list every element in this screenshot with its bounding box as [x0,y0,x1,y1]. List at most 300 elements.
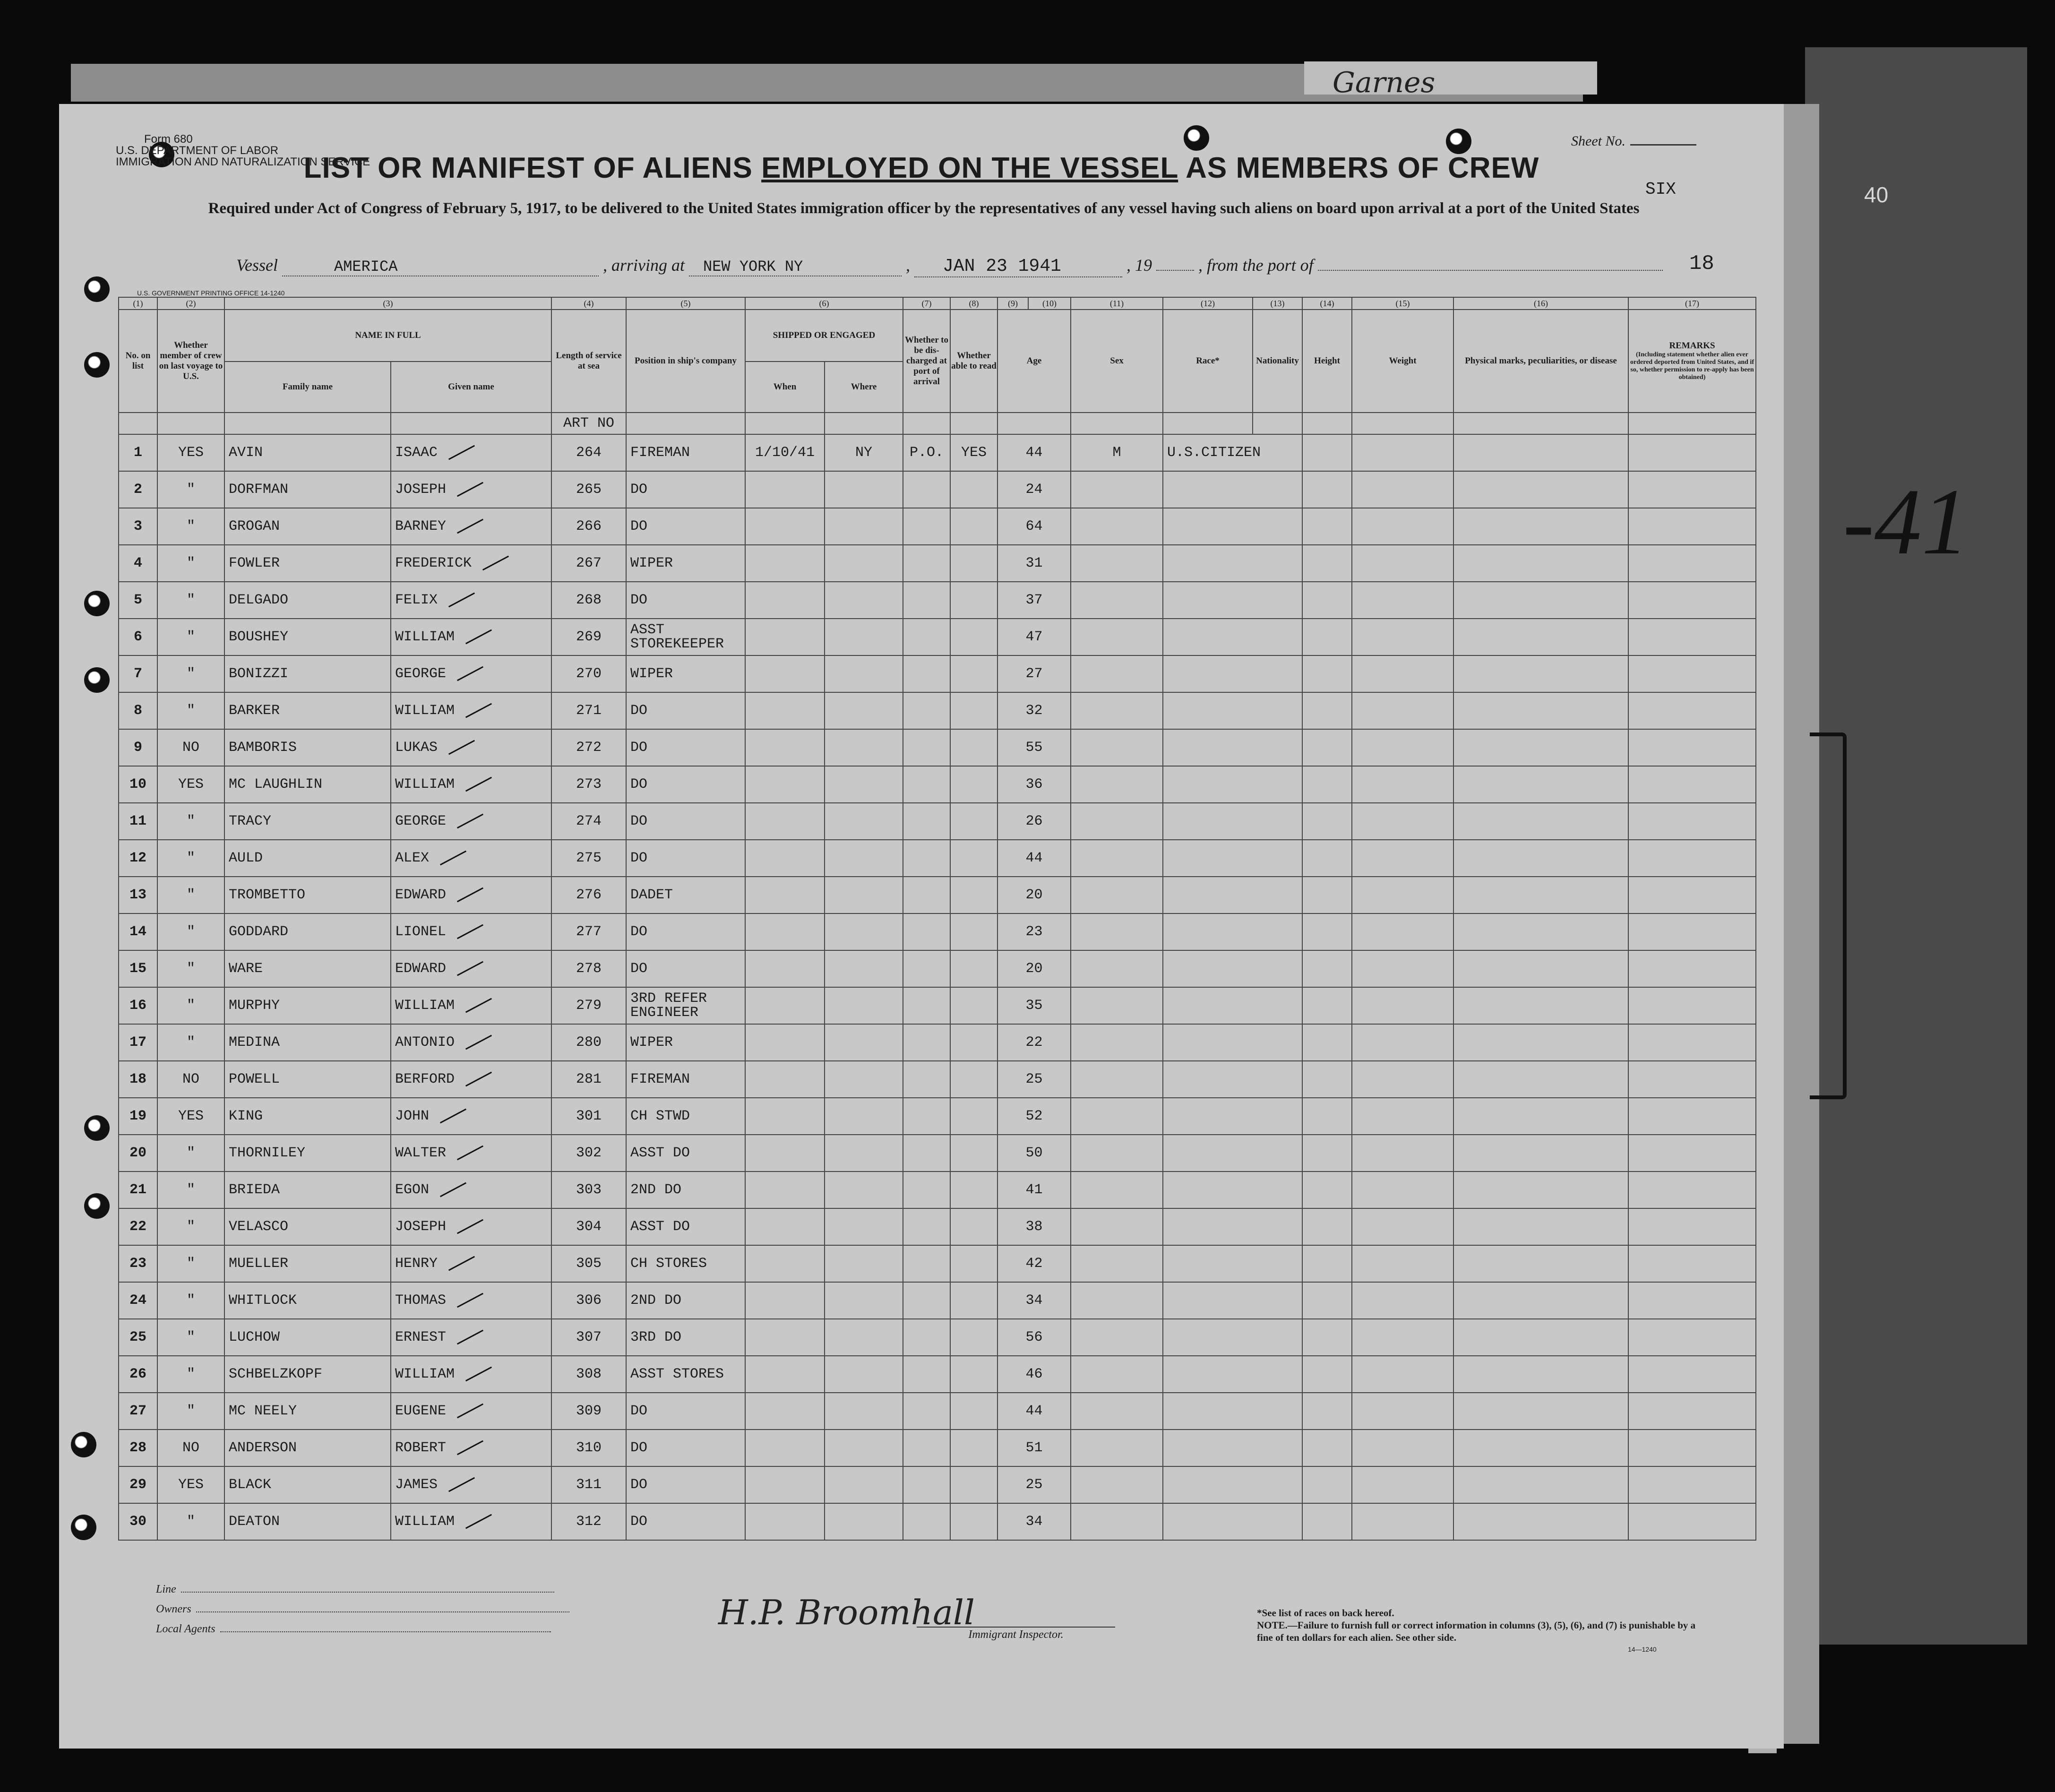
row-shipped-when [745,582,825,619]
row-height [1302,434,1352,471]
row-shipped-when [745,1503,825,1540]
row-discharged [903,729,950,766]
row-given-name [391,913,551,950]
row-shipped-when [745,545,825,582]
row-physical-marks [1453,1061,1628,1098]
art-no-label: ART NO [551,413,626,434]
margin-stamp: -41 [1843,470,1969,574]
row-number: 28 [119,1430,157,1466]
line-field: Line [156,1583,554,1596]
row-sex [1071,1356,1163,1393]
row-race [1163,913,1302,950]
row-member-last-voyage: " [157,877,224,913]
row-able-to-read [950,508,997,545]
row-position: WIPER [626,1024,745,1061]
row-race [1163,1024,1302,1061]
row-race [1163,1098,1302,1135]
row-service-number: 278 [551,950,626,987]
row-remarks [1628,1393,1756,1430]
given-name-text: JAMES [395,1477,438,1493]
row-shipped-where: NY [825,434,903,471]
row-remarks [1628,840,1756,877]
row-physical-marks [1453,1466,1628,1503]
row-weight [1352,1282,1453,1319]
row-sex [1071,1282,1163,1319]
punch-hole [71,1432,96,1457]
row-remarks [1628,692,1756,729]
row-shipped-where [825,766,903,803]
table-row [119,508,1756,545]
row-race [1163,1061,1302,1098]
form-code: 14—1240 [1628,1646,1657,1653]
row-able-to-read [950,877,997,913]
row-family-name: BRIEDA [224,1172,391,1208]
given-name-text: JOHN [395,1108,430,1124]
col-race: Race* [1163,310,1253,413]
row-service-number: 264 [551,434,626,471]
table-row [119,471,1756,508]
given-name-text: ANTONIO [395,1034,455,1051]
given-name-text: HENRY [395,1256,438,1272]
row-discharged [903,950,950,987]
row-number: 22 [119,1208,157,1245]
row-position: ASST DO [626,1135,745,1172]
row-discharged [903,1466,950,1503]
row-weight [1352,1503,1453,1540]
row-shipped-where [825,1356,903,1393]
check-mark-icon [457,1219,483,1234]
row-weight [1352,1135,1453,1172]
given-name-text: JOSEPH [395,482,447,498]
row-race [1163,1393,1302,1430]
row-given-name [391,508,551,545]
check-mark-icon [465,998,492,1013]
row-family-name: BONIZZI [224,655,391,692]
row-remarks [1628,950,1756,987]
row-family-name: AVIN [224,434,391,471]
row-number: 17 [119,1024,157,1061]
row-number: 15 [119,950,157,987]
row-height [1302,1393,1352,1430]
row-service-number: 269 [551,619,626,655]
row-given-name [391,1135,551,1172]
row-physical-marks [1453,1245,1628,1282]
row-service-number: 311 [551,1466,626,1503]
table-row [119,434,1756,471]
check-mark-icon [457,887,483,902]
row-discharged [903,619,950,655]
row-number: 9 [119,729,157,766]
col-service: Length of service at sea [551,310,626,413]
row-service-number: 276 [551,877,626,913]
row-service-number: 307 [551,1319,626,1356]
row-sex [1071,950,1163,987]
given-name-text: JOSEPH [395,1219,447,1235]
row-sex [1071,1430,1163,1466]
form-number: Form 680 [144,133,193,146]
row-position: DO [626,840,745,877]
row-sex [1071,840,1163,877]
col-given-name: Given name [391,362,551,413]
row-age: 44 [997,1393,1071,1430]
table-row [119,1245,1756,1282]
punch-hole [84,1193,110,1219]
row-weight [1352,913,1453,950]
check-mark-icon [457,1329,483,1344]
check-mark-icon [457,961,483,976]
row-shipped-when [745,1319,825,1356]
row-position: ASST STORES [626,1356,745,1393]
row-position: CH STORES [626,1245,745,1282]
row-member-last-voyage: " [157,1503,224,1540]
row-given-name [391,1393,551,1430]
row-sex [1071,913,1163,950]
row-race [1163,877,1302,913]
punch-hole [1184,125,1209,151]
row-sex [1071,1135,1163,1172]
row-age: 55 [997,729,1071,766]
check-mark-icon [457,924,483,939]
row-number: 25 [119,1319,157,1356]
row-weight [1352,1393,1453,1430]
row-shipped-where [825,692,903,729]
row-position: DO [626,1466,745,1503]
check-mark-icon [457,1440,483,1455]
footer-notes [1257,1607,1706,1644]
service-name: IMMIGRATION AND NATURALIZATION SERVICE [116,155,370,168]
arriving-label: , arriving at [602,256,685,275]
row-able-to-read [950,692,997,729]
row-sex [1071,1061,1163,1098]
row-age: 20 [997,950,1071,987]
crew-manifest-table [118,297,1756,1541]
punch-hole [84,1115,110,1141]
row-age: 25 [997,1061,1071,1098]
row-member-last-voyage: " [157,1393,224,1430]
sheet-number: Sheet No. [1571,133,1696,149]
inspector-label: Immigrant Inspector. [917,1627,1115,1641]
row-position: 2ND DO [626,1172,745,1208]
check-mark-icon [465,776,492,792]
col-remarks: REMARKS (Including statement whether alien ever ordered deported from United States, and if so, whether permission to re-apply has been obtained) [1628,310,1756,413]
row-service-number: 308 [551,1356,626,1393]
row-remarks [1628,1098,1756,1135]
row-race [1163,1245,1302,1282]
row-remarks [1628,1356,1756,1393]
row-shipped-when [745,1393,825,1430]
vessel-name: AMERICA [282,258,599,276]
row-age: 37 [997,582,1071,619]
row-weight [1352,1356,1453,1393]
given-name-text: WALTER [395,1145,447,1161]
row-position: DO [626,1430,745,1466]
row-position: DO [626,803,745,840]
row-weight [1352,1098,1453,1135]
row-height [1302,1430,1352,1466]
row-service-number: 301 [551,1098,626,1135]
row-shipped-when [745,1172,825,1208]
row-member-last-voyage: " [157,950,224,987]
row-shipped-where [825,1061,903,1098]
row-shipped-when [745,729,825,766]
given-name-text: WILLIAM [395,1514,455,1530]
row-able-to-read [950,1208,997,1245]
row-weight [1352,1061,1453,1098]
row-sex [1071,1208,1163,1245]
row-shipped-when [745,1098,825,1135]
row-height [1302,1024,1352,1061]
row-family-name: MC LAUGHLIN [224,766,391,803]
row-given-name [391,766,551,803]
row-service-number: 272 [551,729,626,766]
table-row [119,1098,1756,1135]
row-weight [1352,545,1453,582]
row-member-last-voyage: " [157,1356,224,1393]
row-remarks [1628,913,1756,950]
row-able-to-read [950,840,997,877]
row-height [1302,1135,1352,1172]
punch-hole [84,591,110,616]
punch-hole [1446,129,1471,154]
row-height [1302,913,1352,950]
row-given-name [391,619,551,655]
row-given-name [391,1208,551,1245]
row-shipped-when [745,987,825,1024]
row-family-name: DORFMAN [224,471,391,508]
row-number: 6 [119,619,157,655]
punch-hole [84,352,110,378]
check-mark-icon [457,482,483,497]
row-position: DO [626,692,745,729]
row-age: 26 [997,803,1071,840]
row-position: WIPER [626,655,745,692]
row-age: 22 [997,1024,1071,1061]
row-age: 23 [997,913,1071,950]
col-shipped: SHIPPED OR ENGAGED [745,310,903,362]
page-subtitle: Required under Act of Congress of February 5, 1917, to be delivered to the United States immigration officer by the representatives of any vessel having such aliens on board upon arrival at a port of the United States [208,200,1640,217]
row-shipped-when [745,471,825,508]
row-family-name: TRACY [224,803,391,840]
row-family-name: DELGADO [224,582,391,619]
row-physical-marks [1453,729,1628,766]
row-number: 14 [119,913,157,950]
given-name-text: FREDERICK [395,555,472,571]
given-name-text: ROBERT [395,1440,447,1456]
col-member: Whether member of crew on last voyage to U.S. [157,310,224,413]
row-discharged [903,1430,950,1466]
row-family-name: MC NEELY [224,1393,391,1430]
row-member-last-voyage: " [157,545,224,582]
col-no: No. on list [119,310,157,413]
given-name-text: ERNEST [395,1329,447,1345]
row-age: 42 [997,1245,1071,1282]
row-sex [1071,1319,1163,1356]
punch-hole [71,1515,96,1540]
check-mark-icon [440,1182,466,1197]
row-height [1302,1245,1352,1282]
row-physical-marks [1453,987,1628,1024]
row-race [1163,692,1302,729]
row-shipped-where [825,950,903,987]
row-able-to-read [950,766,997,803]
given-name-text: WILLIAM [395,998,455,1014]
row-number: 10 [119,766,157,803]
row-sex [1071,803,1163,840]
row-age: 51 [997,1430,1071,1466]
table-row [119,840,1756,877]
row-sex [1071,1466,1163,1503]
check-mark-icon [457,1403,483,1418]
row-race [1163,729,1302,766]
row-given-name [391,545,551,582]
given-name-text: WILLIAM [395,776,455,793]
given-name-text: WILLIAM [395,629,455,645]
table-row [119,803,1756,840]
check-mark-icon [457,1292,483,1308]
row-shipped-where [825,803,903,840]
row-able-to-read [950,913,997,950]
given-name-text: THOMAS [395,1292,447,1309]
row-position: ASST STOREKEEPER [626,619,745,655]
table-row [119,729,1756,766]
page-title: LIST OR MANIFEST OF ALIENS EMPLOYED ON THE VESSEL AS MEMBERS OF CREW [303,152,1539,184]
row-given-name [391,471,551,508]
check-mark-icon [457,666,483,681]
row-sex [1071,545,1163,582]
row-height [1302,840,1352,877]
row-sex [1071,987,1163,1024]
row-discharged [903,877,950,913]
col-height: Height [1302,310,1352,413]
row-discharged [903,1208,950,1245]
row-sex [1071,1245,1163,1282]
row-weight [1352,619,1453,655]
row-number: 21 [119,1172,157,1208]
row-family-name: MEDINA [224,1024,391,1061]
row-family-name: WARE [224,950,391,987]
art-number-row [119,413,1756,434]
row-height [1302,1356,1352,1393]
row-given-name [391,729,551,766]
row-number: 12 [119,840,157,877]
table-row [119,913,1756,950]
row-member-last-voyage: " [157,1135,224,1172]
table-row [119,1172,1756,1208]
col-sex: Sex [1071,310,1163,413]
row-physical-marks [1453,913,1628,950]
row-shipped-where [825,913,903,950]
table-row [119,1208,1756,1245]
row-discharged [903,1319,950,1356]
row-remarks [1628,803,1756,840]
row-discharged [903,1503,950,1540]
row-physical-marks [1453,471,1628,508]
row-physical-marks [1453,434,1628,471]
row-member-last-voyage: " [157,655,224,692]
row-given-name [391,803,551,840]
row-remarks [1628,1430,1756,1466]
row-remarks [1628,1282,1756,1319]
row-member-last-voyage: " [157,913,224,950]
row-position: 3RD REFER ENGINEER [626,987,745,1024]
row-remarks [1628,434,1756,471]
row-shipped-where [825,619,903,655]
row-remarks [1628,1466,1756,1503]
row-number: 20 [119,1135,157,1172]
races-note: *See list of races on back hereof. [1257,1607,1394,1619]
row-member-last-voyage: " [157,1024,224,1061]
row-shipped-where [825,1245,903,1282]
row-age: 34 [997,1282,1071,1319]
year-label: , 19 [1126,256,1152,275]
row-given-name [391,1061,551,1098]
row-discharged [903,1024,950,1061]
table-row [119,655,1756,692]
row-given-name [391,1319,551,1356]
row-sex [1071,1098,1163,1135]
check-mark-icon [465,1366,492,1381]
given-name-text: EDWARD [395,887,447,903]
row-member-last-voyage: " [157,1282,224,1319]
row-physical-marks [1453,1208,1628,1245]
row-sex [1071,582,1163,619]
table-row [119,1319,1756,1356]
row-position: 3RD DO [626,1319,745,1356]
col-discharged: Whether to be dis-charged at port of arrival [903,310,950,413]
row-shipped-when [745,1282,825,1319]
row-discharged [903,987,950,1024]
row-service-number: 306 [551,1282,626,1319]
row-able-to-read [950,1024,997,1061]
row-member-last-voyage: NO [157,1430,224,1466]
punch-hole [84,276,110,302]
row-height [1302,1319,1352,1356]
row-shipped-when [745,840,825,877]
row-family-name: SCHBELZKOPF [224,1356,391,1393]
row-given-name [391,1356,551,1393]
row-sex [1071,1393,1163,1430]
row-able-to-read [950,1172,997,1208]
row-sex [1071,766,1163,803]
row-family-name: TROMBETTO [224,877,391,913]
row-age: 46 [997,1356,1071,1393]
row-discharged [903,1393,950,1430]
row-height [1302,1208,1352,1245]
row-position: DO [626,1393,745,1430]
table-row [119,1503,1756,1540]
row-race [1163,1319,1302,1356]
row-service-number: 303 [551,1172,626,1208]
row-physical-marks [1453,1282,1628,1319]
row-given-name [391,877,551,913]
row-able-to-read [950,1466,997,1503]
from-label: , from the port of [1198,256,1314,275]
row-service-number: 280 [551,1024,626,1061]
row-discharged [903,766,950,803]
row-able-to-read [950,1430,997,1466]
check-mark-icon [448,592,475,607]
row-physical-marks [1453,545,1628,582]
row-family-name: AULD [224,840,391,877]
row-position: FIREMAN [626,434,745,471]
row-discharged [903,508,950,545]
row-remarks [1628,729,1756,766]
row-number: 16 [119,987,157,1024]
row-service-number: 281 [551,1061,626,1098]
row-age: 35 [997,987,1071,1024]
row-shipped-where [825,877,903,913]
row-able-to-read [950,1098,997,1135]
